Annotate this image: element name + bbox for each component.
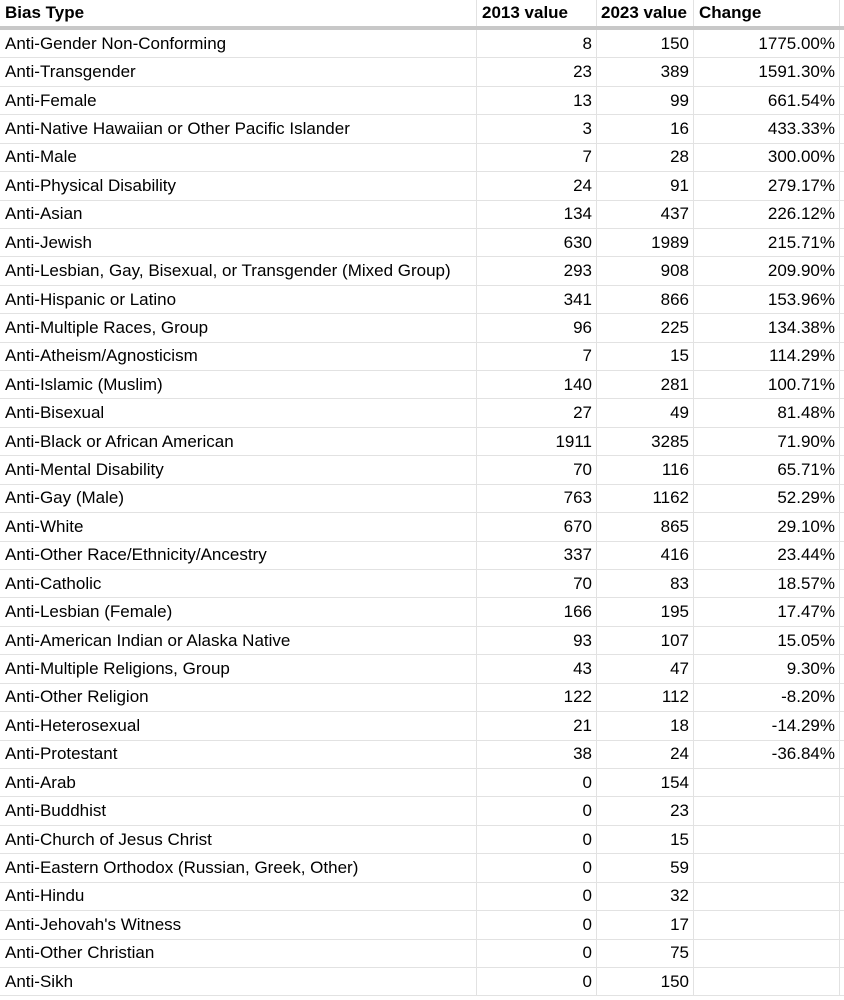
cell-change[interactable]: 1775.00% — [694, 30, 840, 57]
cell-2023-value[interactable]: 1989 — [597, 229, 694, 256]
table-row — [0, 399, 844, 427]
cell-change[interactable] — [694, 911, 840, 938]
cell-2013-value[interactable]: 166 — [477, 598, 597, 625]
cell-2013-value[interactable]: 337 — [477, 542, 597, 569]
table-row — [0, 542, 844, 570]
cell-change[interactable]: 18.57% — [694, 570, 840, 597]
table-row — [0, 769, 844, 797]
cell-bias-type[interactable]: Anti-Protestant — [0, 741, 477, 768]
cell-2023-value[interactable]: 99 — [597, 87, 694, 114]
table-row — [0, 883, 844, 911]
cell-2023-value[interactable]: 150 — [597, 968, 694, 995]
cell-2013-value[interactable]: 122 — [477, 684, 597, 711]
table-row — [0, 144, 844, 172]
cell-2023-value[interactable]: 23 — [597, 797, 694, 824]
cell-change[interactable]: 226.12% — [694, 201, 840, 228]
cell-2023-value[interactable]: 59 — [597, 854, 694, 881]
cell-bias-type[interactable]: Anti-Physical Disability — [0, 172, 477, 199]
cell-bias-type[interactable]: Anti-Female — [0, 87, 477, 114]
cell-bias-type[interactable]: Anti-Other Race/Ethnicity/Ancestry — [0, 542, 477, 569]
cell-2023-value[interactable]: 416 — [597, 542, 694, 569]
table-row — [0, 428, 844, 456]
cell-bias-type[interactable]: Anti-Multiple Races, Group — [0, 314, 477, 341]
cell-change[interactable]: 23.44% — [694, 542, 840, 569]
cell-bias-type[interactable]: Anti-Gender Non-Conforming — [0, 30, 477, 57]
cell-2013-value[interactable]: 0 — [477, 968, 597, 995]
table-row — [0, 485, 844, 513]
cell-change[interactable]: 1591.30% — [694, 58, 840, 85]
table-row — [0, 58, 844, 86]
cell-change[interactable] — [694, 854, 840, 881]
cell-2013-value[interactable]: 96 — [477, 314, 597, 341]
table-row — [0, 201, 844, 229]
header-2023-value[interactable]: 2023 value — [597, 0, 694, 26]
cell-2013-value[interactable]: 0 — [477, 769, 597, 796]
cell-2013-value[interactable]: 0 — [477, 854, 597, 881]
table-row — [0, 343, 844, 371]
cell-2023-value[interactable]: 91 — [597, 172, 694, 199]
cell-2013-value[interactable]: 630 — [477, 229, 597, 256]
cell-change[interactable]: -14.29% — [694, 712, 840, 739]
cell-2013-value[interactable]: 27 — [477, 399, 597, 426]
cell-bias-type[interactable]: Anti-Islamic (Muslim) — [0, 371, 477, 398]
cell-2013-value[interactable]: 24 — [477, 172, 597, 199]
cell-bias-type[interactable]: Anti-Multiple Religions, Group — [0, 655, 477, 682]
cell-2023-value[interactable]: 15 — [597, 343, 694, 370]
header-bias-type[interactable]: Bias Type — [0, 0, 477, 26]
cell-2023-value[interactable]: 437 — [597, 201, 694, 228]
cell-2023-value[interactable]: 32 — [597, 883, 694, 910]
cell-2013-value[interactable]: 43 — [477, 655, 597, 682]
cell-bias-type[interactable]: Anti-Other Religion — [0, 684, 477, 711]
cell-change[interactable]: -36.84% — [694, 741, 840, 768]
cell-2013-value[interactable]: 21 — [477, 712, 597, 739]
cell-change[interactable]: 134.38% — [694, 314, 840, 341]
cell-2013-value[interactable]: 1911 — [477, 428, 597, 455]
cell-bias-type[interactable]: Anti-Native Hawaiian or Other Pacific Islander — [0, 115, 477, 142]
cell-2023-value[interactable]: 28 — [597, 144, 694, 171]
cell-change[interactable]: 15.05% — [694, 627, 840, 654]
cell-2023-value[interactable]: 865 — [597, 513, 694, 540]
cell-2013-value[interactable]: 0 — [477, 911, 597, 938]
cell-change[interactable]: 433.33% — [694, 115, 840, 142]
table-row — [0, 513, 844, 541]
cell-bias-type[interactable]: Anti-Arab — [0, 769, 477, 796]
cell-2013-value[interactable]: 134 — [477, 201, 597, 228]
cell-2013-value[interactable]: 38 — [477, 741, 597, 768]
table-row — [0, 371, 844, 399]
cell-2023-value[interactable]: 49 — [597, 399, 694, 426]
header-change[interactable]: Change — [694, 0, 840, 26]
cell-bias-type[interactable]: Anti-Heterosexual — [0, 712, 477, 739]
cell-change[interactable]: 153.96% — [694, 286, 840, 313]
table-row — [0, 655, 844, 683]
table-row — [0, 314, 844, 342]
cell-2023-value[interactable]: 16 — [597, 115, 694, 142]
table-row — [0, 570, 844, 598]
cell-2023-value[interactable]: 195 — [597, 598, 694, 625]
cell-2013-value[interactable]: 93 — [477, 627, 597, 654]
cell-change[interactable]: 279.17% — [694, 172, 840, 199]
cell-bias-type[interactable]: Anti-White — [0, 513, 477, 540]
cell-bias-type[interactable]: Anti-Lesbian (Female) — [0, 598, 477, 625]
cell-bias-type[interactable]: Anti-Other Christian — [0, 940, 477, 967]
cell-2023-value[interactable]: 17 — [597, 911, 694, 938]
cell-2023-value[interactable]: 908 — [597, 257, 694, 284]
cell-change[interactable]: 29.10% — [694, 513, 840, 540]
cell-change[interactable]: 9.30% — [694, 655, 840, 682]
cell-2013-value[interactable]: 0 — [477, 797, 597, 824]
cell-bias-type[interactable]: Anti-Lesbian, Gay, Bisexual, or Transgender (Mixed Group) — [0, 257, 477, 284]
cell-2013-value[interactable]: 23 — [477, 58, 597, 85]
cell-2023-value[interactable]: 150 — [597, 30, 694, 57]
table-row — [0, 286, 844, 314]
cell-2013-value[interactable]: 763 — [477, 485, 597, 512]
cell-change[interactable]: 100.71% — [694, 371, 840, 398]
cell-2013-value[interactable]: 70 — [477, 456, 597, 483]
table-body — [0, 30, 844, 996]
cell-2013-value[interactable]: 8 — [477, 30, 597, 57]
cell-2023-value[interactable]: 83 — [597, 570, 694, 597]
cell-change[interactable]: 71.90% — [694, 428, 840, 455]
cell-change[interactable]: 300.00% — [694, 144, 840, 171]
cell-2023-value[interactable]: 154 — [597, 769, 694, 796]
cell-2023-value[interactable]: 116 — [597, 456, 694, 483]
table-row — [0, 797, 844, 825]
table-row — [0, 968, 844, 996]
cell-bias-type[interactable]: Anti-Male — [0, 144, 477, 171]
cell-bias-type[interactable]: Anti-Hispanic or Latino — [0, 286, 477, 313]
cell-bias-type[interactable]: Anti-Asian — [0, 201, 477, 228]
cell-2023-value[interactable]: 112 — [597, 684, 694, 711]
cell-change[interactable] — [694, 883, 840, 910]
cell-change[interactable] — [694, 769, 840, 796]
cell-change[interactable]: 81.48% — [694, 399, 840, 426]
cell-change[interactable]: 17.47% — [694, 598, 840, 625]
cell-2023-value[interactable]: 75 — [597, 940, 694, 967]
cell-2013-value[interactable]: 0 — [477, 826, 597, 853]
cell-bias-type[interactable]: Anti-Jehovah's Witness — [0, 911, 477, 938]
cell-bias-type[interactable]: Anti-Transgender — [0, 58, 477, 85]
header-row — [0, 0, 844, 30]
table-row — [0, 940, 844, 968]
table-row — [0, 172, 844, 200]
table-row — [0, 911, 844, 939]
cell-2013-value[interactable]: 341 — [477, 286, 597, 313]
table-row — [0, 30, 844, 58]
cell-bias-type[interactable]: Anti-Church of Jesus Christ — [0, 826, 477, 853]
table-row — [0, 598, 844, 626]
cell-bias-type[interactable]: Anti-Sikh — [0, 968, 477, 995]
cell-2023-value[interactable]: 24 — [597, 741, 694, 768]
cell-bias-type[interactable]: Anti-American Indian or Alaska Native — [0, 627, 477, 654]
cell-2023-value[interactable]: 225 — [597, 314, 694, 341]
cell-bias-type[interactable]: Anti-Buddhist — [0, 797, 477, 824]
cell-2023-value[interactable]: 389 — [597, 58, 694, 85]
table-row — [0, 712, 844, 740]
cell-2013-value[interactable]: 670 — [477, 513, 597, 540]
table-row — [0, 741, 844, 769]
cell-2013-value[interactable]: 70 — [477, 570, 597, 597]
cell-2023-value[interactable]: 866 — [597, 286, 694, 313]
cell-bias-type[interactable]: Anti-Hindu — [0, 883, 477, 910]
cell-2023-value[interactable]: 18 — [597, 712, 694, 739]
cell-change[interactable]: 52.29% — [694, 485, 840, 512]
cell-2023-value[interactable]: 3285 — [597, 428, 694, 455]
cell-bias-type[interactable]: Anti-Bisexual — [0, 399, 477, 426]
cell-2013-value[interactable]: 140 — [477, 371, 597, 398]
cell-bias-type[interactable]: Anti-Jewish — [0, 229, 477, 256]
cell-change[interactable]: 209.90% — [694, 257, 840, 284]
cell-change[interactable] — [694, 968, 840, 995]
cell-bias-type[interactable]: Anti-Mental Disability — [0, 456, 477, 483]
table-row — [0, 257, 844, 285]
cell-2023-value[interactable]: 281 — [597, 371, 694, 398]
table-row — [0, 826, 844, 854]
cell-change[interactable]: 114.29% — [694, 343, 840, 370]
cell-2013-value[interactable]: 7 — [477, 343, 597, 370]
table-row — [0, 456, 844, 484]
table-row — [0, 854, 844, 882]
cell-change[interactable]: 215.71% — [694, 229, 840, 256]
cell-2013-value[interactable]: 13 — [477, 87, 597, 114]
cell-2023-value[interactable]: 1162 — [597, 485, 694, 512]
cell-2023-value[interactable]: 107 — [597, 627, 694, 654]
cell-bias-type[interactable]: Anti-Gay (Male) — [0, 485, 477, 512]
cell-2023-value[interactable]: 15 — [597, 826, 694, 853]
cell-change[interactable]: 661.54% — [694, 87, 840, 114]
cell-bias-type[interactable]: Anti-Eastern Orthodox (Russian, Greek, Other) — [0, 854, 477, 881]
table-row — [0, 115, 844, 143]
header-2013-value[interactable]: 2013 value — [477, 0, 597, 26]
table-row — [0, 684, 844, 712]
cell-change[interactable] — [694, 826, 840, 853]
cell-bias-type[interactable]: Anti-Catholic — [0, 570, 477, 597]
cell-change[interactable]: -8.20% — [694, 684, 840, 711]
cell-bias-type[interactable]: Anti-Black or African American — [0, 428, 477, 455]
cell-2013-value[interactable]: 293 — [477, 257, 597, 284]
cell-2013-value[interactable]: 0 — [477, 883, 597, 910]
cell-change[interactable] — [694, 940, 840, 967]
table-row — [0, 87, 844, 115]
cell-change[interactable]: 65.71% — [694, 456, 840, 483]
table-row — [0, 627, 844, 655]
cell-change[interactable] — [694, 797, 840, 824]
cell-2013-value[interactable]: 7 — [477, 144, 597, 171]
cell-2023-value[interactable]: 47 — [597, 655, 694, 682]
cell-bias-type[interactable]: Anti-Atheism/Agnosticism — [0, 343, 477, 370]
cell-2013-value[interactable]: 0 — [477, 940, 597, 967]
table-row — [0, 229, 844, 257]
cell-2013-value[interactable]: 3 — [477, 115, 597, 142]
